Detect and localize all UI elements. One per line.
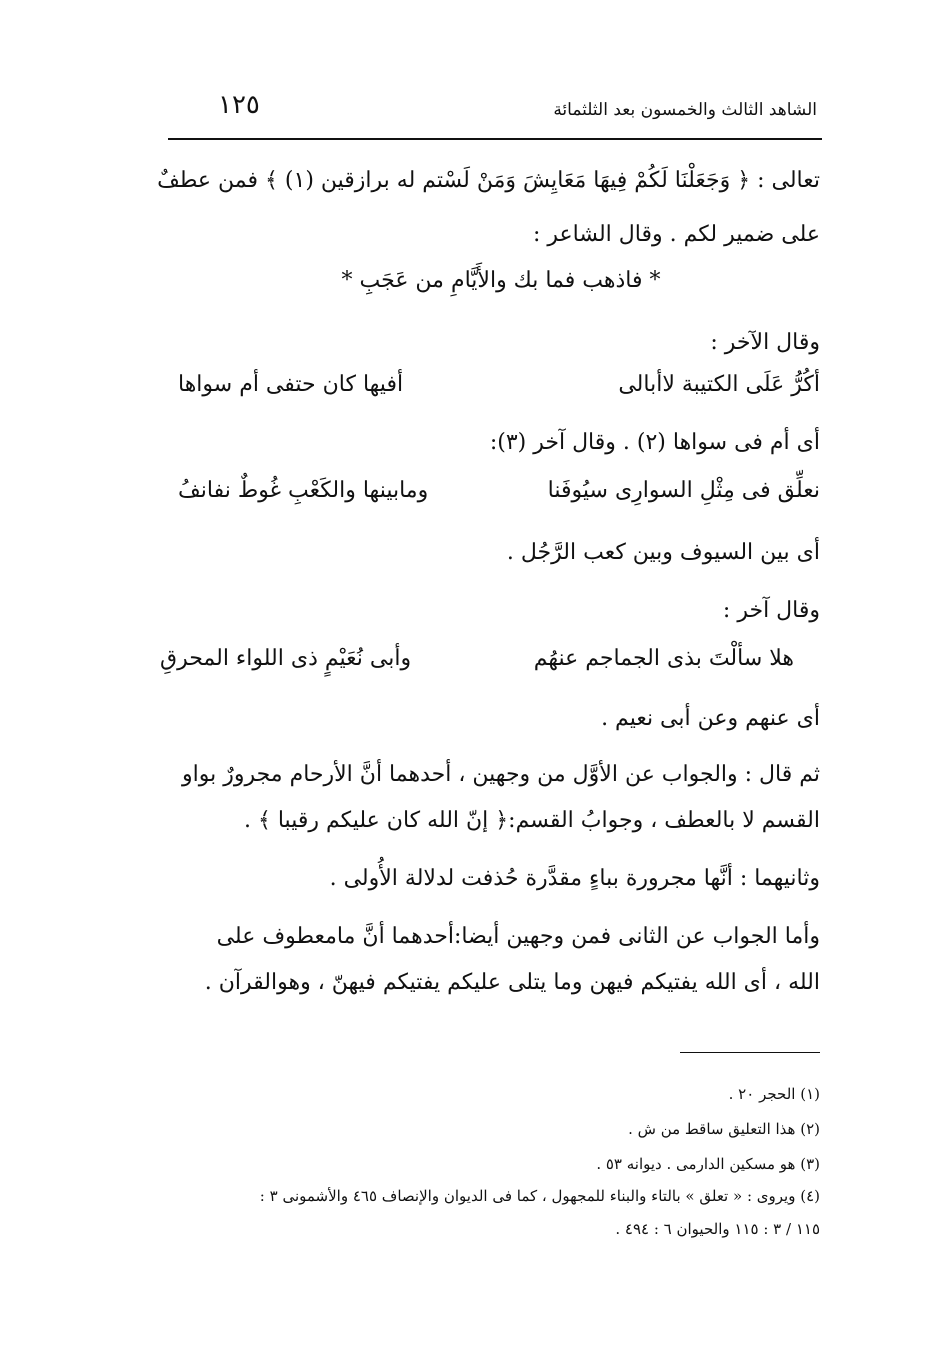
paragraph-3-line-1: وأما الجواب عن الثانى فمن وجهين أيضا:أحدهما أنَّ مامعطوف على [216,924,820,949]
paragraph-1-line-1: ثم قال : والجواب عن الأوَّل من وجهين ، أحدهما أنَّ الأرحام مجرورٌ بواو [182,762,820,787]
verse-1-second-hemistich: أفيها كان حتفى أم سواها [178,372,404,397]
footnote-3: (٣) هو مسكين الدارمى . ديوانه ٥٣ . [596,1155,820,1173]
body-line-intro-3: وقال آخر : [722,598,820,623]
verse-3-second-hemistich: وأبى نُعَيْمٍ ذى اللواء المحرقِ [160,646,412,671]
paragraph-2: وثانيهما : أنَّها مجرورة بباءٍ مقدَّرة حُذفت لدلالة الأُولى . [329,866,820,891]
running-header-title: الشاهد الثالث والخمسون بعد الثلثمائة [553,100,817,120]
paragraph-1-line-2: القسم لا بالعطف ، وجوابُ القسم:﴿ إنّ الله كان عليكم رقيبا ﴾ . [243,808,820,833]
footnote-rule [680,1052,820,1053]
footnote-1: (١) الحجر ٢٠ . [728,1085,820,1103]
footnote-4-continued: ١١٥ / ٣ : ١١٥ والحيوان ٦ : ٤٩٤ . [615,1220,820,1238]
verse-1-first-hemistich: أكُرُّ عَلَى الكتيبة لاأبالى [618,372,820,397]
body-line-after-verse-1: أى أم فى سواها (٢) . وقال آخر (٣): [489,430,820,455]
body-line-2: على ضمير لكم . وقال الشاعر : [532,222,820,247]
paragraph-3-line-2: الله ، أى الله يفتيكم فيهن وما يتلى عليكم يفتيكم فيهنّ ، وهوالقرآن . [204,970,820,995]
page-number: ١٢٥ [218,90,260,120]
footnote-2: (٢) هذا التعليق ساقط من ش . [628,1120,820,1138]
verse-3-first-hemistich: هلا سألْتَ بذى الجماجم عنهُم [533,646,794,671]
body-line-after-verse-2: أى بين السيوف وبين كعب الرَّجُل . [506,540,820,565]
body-line-after-verse-3: أى عنهم وعن أبى نعيم . [601,706,820,731]
poetry-hemistich: * فاذهب فما بك والأَيَّامِ من عَجَبِ * [341,268,661,293]
body-line-intro: وقال الآخر : [710,330,820,355]
verse-2-second-hemistich: ومابينها والكَعْبِ غُوطٌ نفانفُ [178,478,429,503]
header-rule [168,138,822,140]
footnote-4: (٤) ويروى : « تعلق » بالتاء والبناء للمجهول ، كما فى الديوان والإنصاف ٤٦٥ والأشمونى ٣ : [259,1187,820,1205]
verse-2-first-hemistich: نعلِّق فى مِثْلِ السوارِى سيُوفَنا [547,478,820,503]
body-line-1: تعالى : ﴿ وَجَعَلْنَا لَكُمْ فِيهَا مَعَايِشَ وَمَنْ لَسْتم له برازقين (١) ﴾ فمن عطفٌ [157,168,820,193]
